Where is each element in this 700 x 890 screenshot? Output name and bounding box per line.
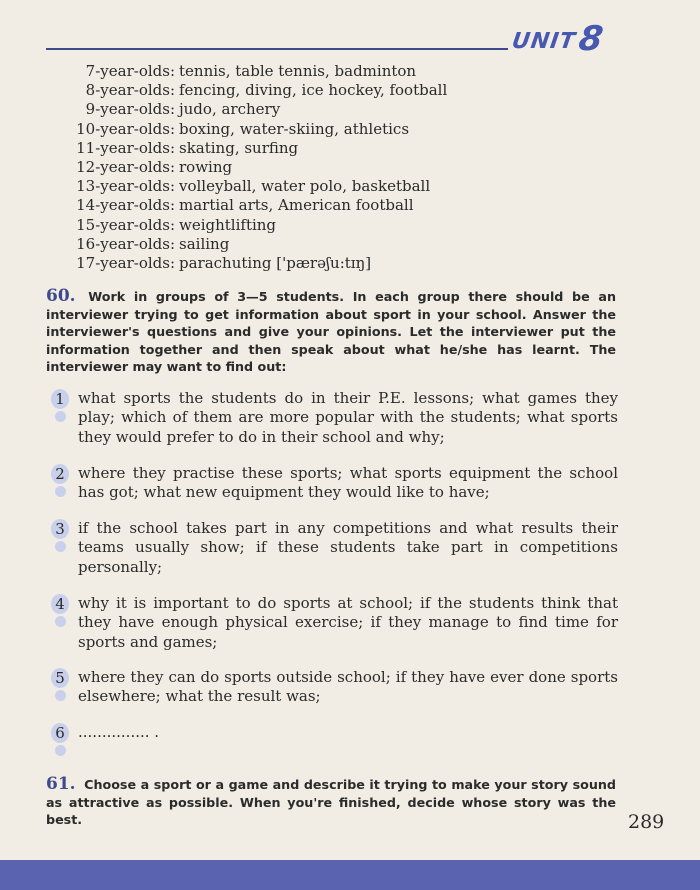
unit-word: UNIT: [510, 29, 578, 54]
age-label: 8-year-olds:: [85, 81, 175, 100]
list-item: [68, 100, 447, 119]
item-number-marker: [46, 723, 74, 763]
list-item: [68, 254, 447, 273]
list-item: [68, 196, 447, 215]
sport-list: sailing: [179, 234, 230, 253]
age-label: 17-year-olds:: [76, 253, 175, 272]
item-number: 5: [55, 669, 65, 687]
unit-number: 8: [576, 19, 607, 59]
numbered-item: [46, 519, 618, 577]
age-label: 12-year-olds:: [76, 157, 175, 176]
sport-list: tennis, table tennis, badminton: [179, 62, 417, 80]
list-item: [68, 235, 447, 254]
numbered-item: [46, 594, 618, 652]
list-item: [68, 216, 447, 235]
list-item: [68, 81, 447, 100]
age-sport-list: [68, 62, 447, 273]
sport-list: skating, surfing: [179, 138, 299, 157]
sport-list: fencing, diving, ice hockey, football: [179, 81, 448, 100]
list-item: [68, 139, 447, 158]
header-rule: [46, 48, 508, 50]
item-text: why it is important to do sports at school; if the students think that they have enough physical exercise; if they manage to find time for sports and games;: [78, 594, 618, 651]
sport-list: martial arts, American football: [179, 196, 414, 215]
unit-badge: [510, 19, 607, 59]
age-label: 10-year-olds:: [76, 119, 175, 138]
item-number: 1: [55, 390, 65, 408]
exercise-number: 60.: [46, 286, 76, 306]
page-number: 289: [628, 811, 665, 833]
item-number-marker: [46, 464, 74, 504]
sport-list: boxing, water-skiing, athletics: [179, 119, 410, 138]
item-number-marker: [46, 389, 74, 429]
item-text: where they can do sports outside school; if they have ever done sports elsewhere; what the result was;: [78, 668, 618, 706]
age-label: 11-year-olds:: [76, 138, 175, 157]
numbered-item: [46, 723, 618, 742]
age-label: 14-year-olds:: [76, 196, 175, 215]
bottom-band: [0, 860, 700, 890]
list-item: [68, 158, 447, 177]
numbered-item: [46, 464, 618, 503]
sport-list: parachuting ['pærəʃu:tɪŋ]: [179, 253, 372, 272]
list-item: [68, 177, 447, 196]
age-label: 7-year-olds:: [85, 62, 175, 80]
age-label: 15-year-olds:: [76, 215, 175, 234]
item-text: if the school takes part in any competitions and what results their teams usually show; if these students take part in competitions personally;: [78, 519, 618, 576]
age-label: 9-year-olds:: [85, 100, 175, 119]
exercise-instructions: Work in groups of 3—5 students. In each group there should be an interviewer trying to get information about sport in your school. Answer the interviewer's questions and give your opinions. Let the interviewer put the information together and then speak about what he/she has learnt. The interviewer may want to find out:: [46, 289, 616, 374]
item-number-marker: [46, 668, 74, 708]
item-number-marker: [46, 519, 74, 559]
sport-list: rowing: [179, 157, 233, 176]
numbered-item: [46, 668, 618, 707]
item-number: 2: [55, 465, 65, 483]
list-item: [68, 62, 447, 81]
exercise-number: 61.: [46, 774, 76, 794]
item-text: ............... .: [78, 723, 160, 741]
age-label: 16-year-olds:: [76, 234, 175, 253]
exercise-instructions: Choose a sport or a game and describe it trying to make your story sound as attractive as possible. When you're finished, decide whose story was the best.: [46, 777, 617, 827]
item-text: where they practise these sports; what sports equipment the school has got; what new equipment they would like to have;: [78, 464, 618, 502]
sport-list: weightlifting: [179, 215, 277, 234]
item-number: 6: [55, 724, 65, 742]
sport-list: judo, archery: [179, 100, 281, 119]
item-number-marker: [46, 594, 74, 634]
exercise-61: [46, 776, 616, 829]
exercise-60: [46, 288, 616, 376]
item-number: 3: [55, 520, 65, 538]
sport-list: volleyball, water polo, basketball: [179, 177, 431, 196]
numbered-item: [46, 389, 618, 447]
age-label: 13-year-olds:: [76, 177, 175, 196]
item-text: what sports the students do in their P.E. lessons; what games they play; which of them are more popular with the students; what sports they would prefer to do in their school and why;: [78, 389, 618, 446]
item-number: 4: [55, 595, 65, 613]
list-item: [68, 120, 447, 139]
